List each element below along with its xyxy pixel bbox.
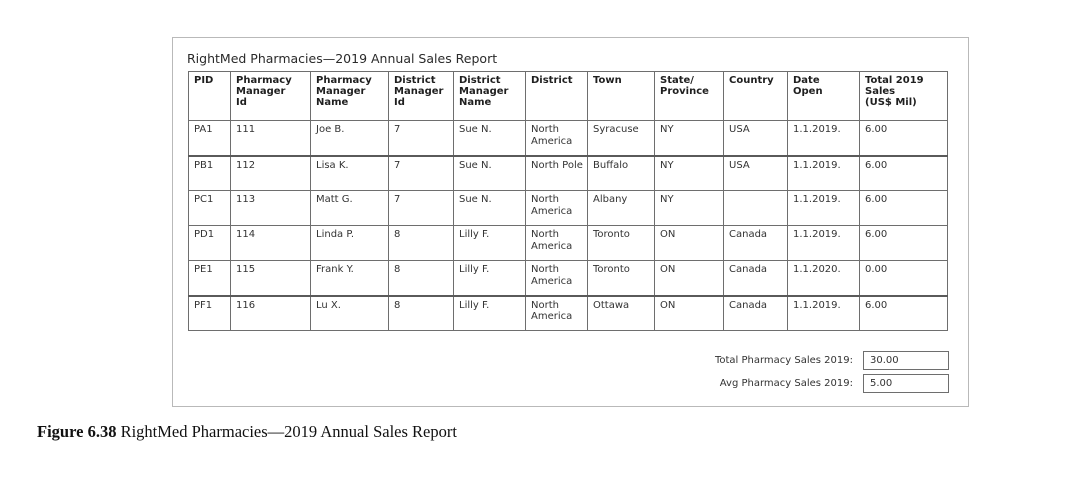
column-header: Pharmacy Manager Name bbox=[311, 72, 389, 121]
table-cell: 114 bbox=[231, 226, 311, 261]
table-cell: 8 bbox=[389, 226, 454, 261]
table-cell: Lilly F. bbox=[454, 261, 526, 296]
table-cell: Albany bbox=[588, 191, 655, 226]
column-header: PID bbox=[189, 72, 231, 121]
table-cell: Canada bbox=[724, 226, 788, 261]
table-cell: Buffalo bbox=[588, 156, 655, 191]
column-header: Date Open bbox=[788, 72, 860, 121]
table-cell: 6.00 bbox=[860, 121, 948, 156]
table-header-row bbox=[189, 72, 948, 121]
table-cell: North America bbox=[526, 261, 588, 296]
table-cell: 1.1.2019. bbox=[788, 121, 860, 156]
avg-sales-value: 5.00 bbox=[863, 374, 949, 393]
table-cell: 116 bbox=[231, 296, 311, 331]
total-sales-value: 30.00 bbox=[863, 351, 949, 370]
table-cell: 113 bbox=[231, 191, 311, 226]
table-cell: Matt G. bbox=[311, 191, 389, 226]
table-cell: 1.1.2019. bbox=[788, 156, 860, 191]
table-cell: Canada bbox=[724, 261, 788, 296]
table-row bbox=[189, 156, 948, 191]
column-header: District Manager Name bbox=[454, 72, 526, 121]
table-cell: 0.00 bbox=[860, 261, 948, 296]
table-cell: Toronto bbox=[588, 226, 655, 261]
table-cell: PB1 bbox=[189, 156, 231, 191]
figure-caption-text: RightMed Pharmacies—2019 Annual Sales Report bbox=[116, 422, 457, 441]
table-cell: 1.1.2019. bbox=[788, 191, 860, 226]
table-cell: Lilly F. bbox=[454, 226, 526, 261]
table-cell: North America bbox=[526, 296, 588, 331]
column-header: District Manager Id bbox=[389, 72, 454, 121]
table-cell: 7 bbox=[389, 156, 454, 191]
table-cell: 8 bbox=[389, 296, 454, 331]
table-cell: North Pole bbox=[526, 156, 588, 191]
table-cell: 115 bbox=[231, 261, 311, 296]
figure-label: Figure 6.38 bbox=[37, 422, 117, 441]
table-cell: 1.1.2019. bbox=[788, 296, 860, 331]
table-cell: ON bbox=[655, 226, 724, 261]
table-cell: Syracuse bbox=[588, 121, 655, 156]
column-header: Town bbox=[588, 72, 655, 121]
table-cell: PE1 bbox=[189, 261, 231, 296]
column-header: District bbox=[526, 72, 588, 121]
column-header: Pharmacy Manager Id bbox=[231, 72, 311, 121]
table-cell: 1.1.2019. bbox=[788, 226, 860, 261]
column-header: State/ Province bbox=[655, 72, 724, 121]
table-cell: NY bbox=[655, 121, 724, 156]
table-cell: 7 bbox=[389, 121, 454, 156]
table-cell: PD1 bbox=[189, 226, 231, 261]
table-cell: 111 bbox=[231, 121, 311, 156]
table-cell: North America bbox=[526, 121, 588, 156]
table-cell: Linda P. bbox=[311, 226, 389, 261]
table-row bbox=[189, 191, 948, 226]
total-sales-line bbox=[715, 350, 949, 371]
avg-sales-label: Avg Pharmacy Sales 2019: bbox=[719, 378, 853, 389]
table-row bbox=[189, 226, 948, 261]
totals-section bbox=[715, 350, 949, 396]
total-sales-label: Total Pharmacy Sales 2019: bbox=[714, 355, 853, 366]
table-cell: USA bbox=[724, 156, 788, 191]
table-cell: 6.00 bbox=[860, 296, 948, 331]
table-cell: 112 bbox=[231, 156, 311, 191]
table-cell: PF1 bbox=[189, 296, 231, 331]
table-cell: Toronto bbox=[588, 261, 655, 296]
table-cell: 6.00 bbox=[860, 156, 948, 191]
table-cell: NY bbox=[655, 156, 724, 191]
table-row bbox=[189, 296, 948, 331]
figure-caption bbox=[37, 422, 457, 442]
table-cell: Lisa K. bbox=[311, 156, 389, 191]
table-cell: PC1 bbox=[189, 191, 231, 226]
table-cell: Sue N. bbox=[454, 121, 526, 156]
table-body bbox=[189, 121, 948, 331]
table-row bbox=[189, 121, 948, 156]
table-row bbox=[189, 261, 948, 296]
table-cell bbox=[724, 191, 788, 226]
avg-sales-line bbox=[715, 373, 949, 394]
table-cell: 1.1.2020. bbox=[788, 261, 860, 296]
table-cell: North America bbox=[526, 226, 588, 261]
table-cell: 7 bbox=[389, 191, 454, 226]
table-cell: 6.00 bbox=[860, 226, 948, 261]
table-cell: NY bbox=[655, 191, 724, 226]
table-cell: Sue N. bbox=[454, 156, 526, 191]
table-cell: ON bbox=[655, 261, 724, 296]
table-cell: 8 bbox=[389, 261, 454, 296]
table-cell: ON bbox=[655, 296, 724, 331]
table-cell: Lilly F. bbox=[454, 296, 526, 331]
table-cell: Canada bbox=[724, 296, 788, 331]
report-title: RightMed Pharmacies—2019 Annual Sales Report bbox=[187, 51, 498, 66]
table-cell: Sue N. bbox=[454, 191, 526, 226]
table-cell: USA bbox=[724, 121, 788, 156]
table-cell: North America bbox=[526, 191, 588, 226]
table-cell: Ottawa bbox=[588, 296, 655, 331]
sales-table bbox=[188, 71, 948, 331]
column-header: Country bbox=[724, 72, 788, 121]
sales-report-figure bbox=[172, 37, 969, 407]
table-cell: 6.00 bbox=[860, 191, 948, 226]
column-header: Total 2019 Sales (US$ Mil) bbox=[860, 72, 948, 121]
table-cell: Lu X. bbox=[311, 296, 389, 331]
table-cell: PA1 bbox=[189, 121, 231, 156]
table-cell: Joe B. bbox=[311, 121, 389, 156]
table-cell: Frank Y. bbox=[311, 261, 389, 296]
